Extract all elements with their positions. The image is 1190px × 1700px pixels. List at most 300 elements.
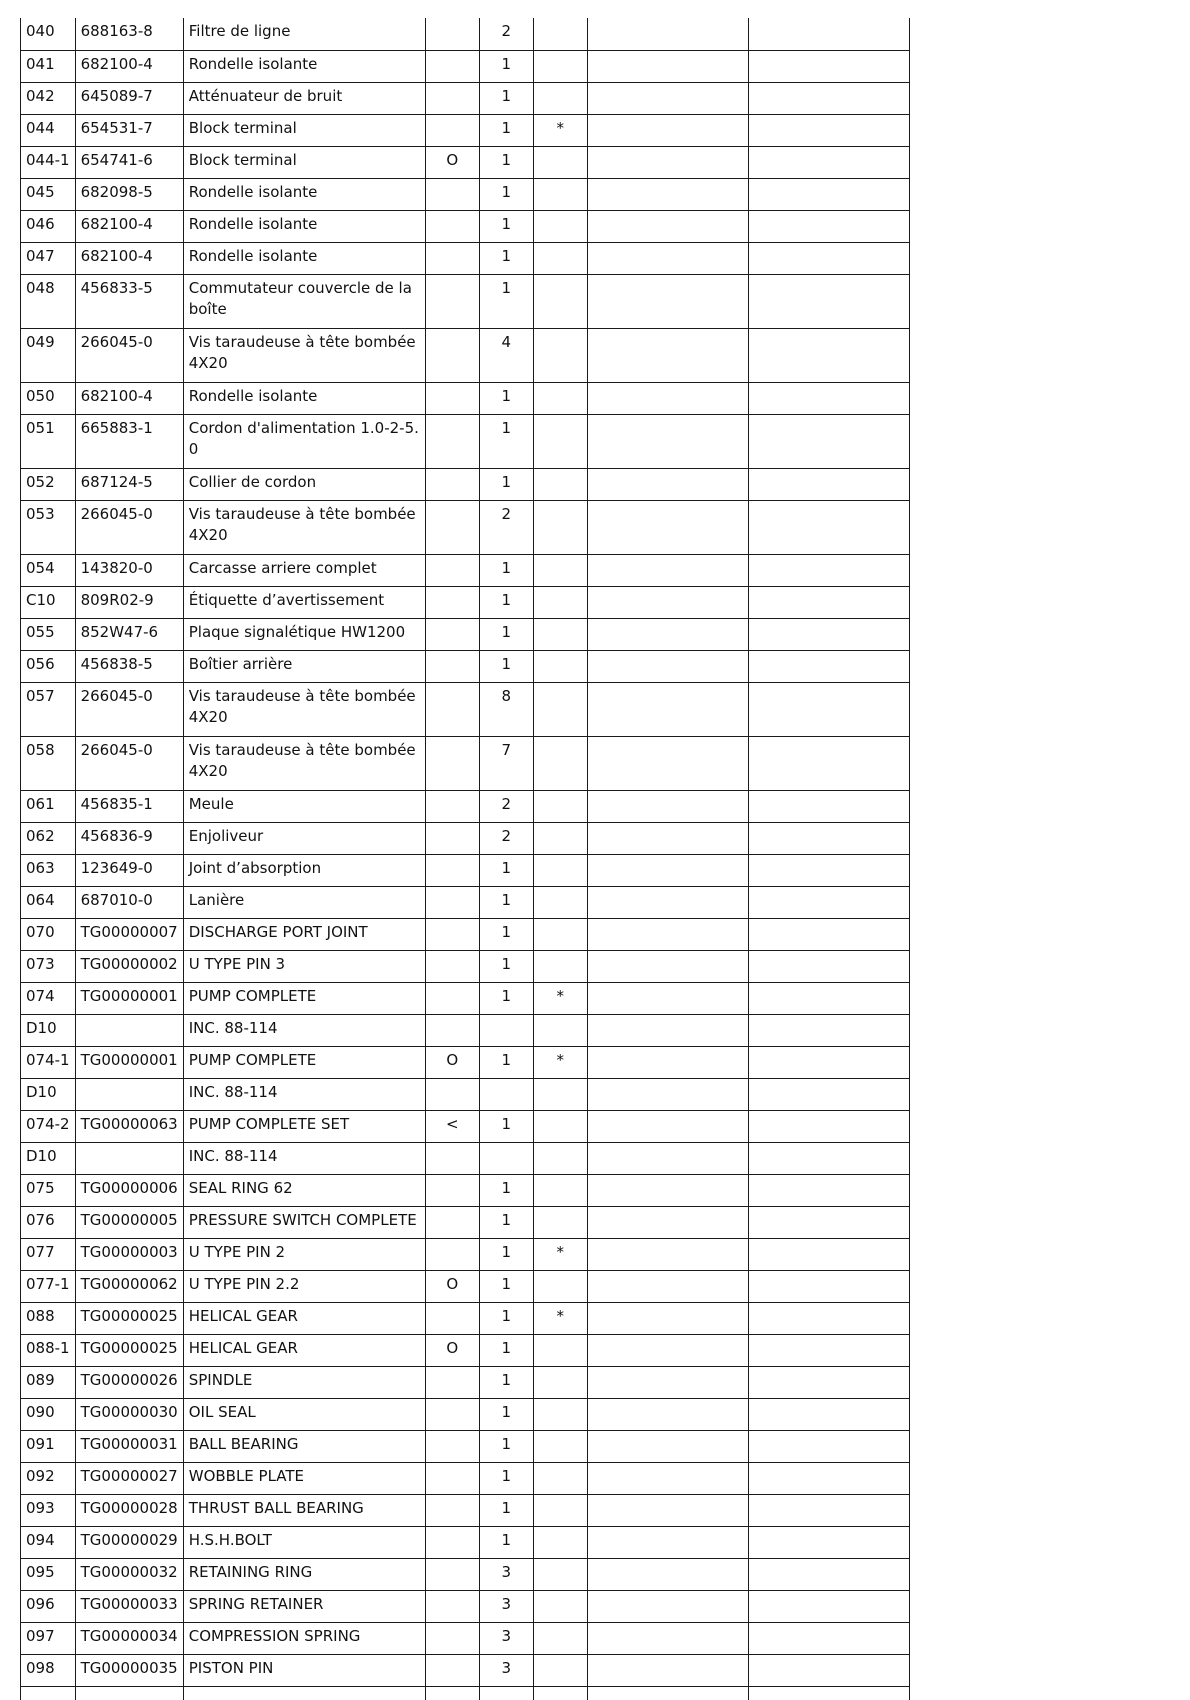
description-cell: Rondelle isolante — [183, 210, 425, 242]
item-number-cell: 074 — [21, 982, 76, 1014]
blank-cell — [587, 468, 748, 500]
quantity-cell: 1 — [479, 146, 533, 178]
blank-cell — [587, 178, 748, 210]
item-number-cell: C10 — [21, 586, 76, 618]
part-row — [21, 1110, 910, 1142]
part-number-cell: TG00000025 — [75, 1302, 183, 1334]
description-cell: Rondelle isolante — [183, 382, 425, 414]
part-number-cell: TG00000062 — [75, 1270, 183, 1302]
quantity-cell: 1 — [479, 1494, 533, 1526]
part-row — [21, 736, 910, 790]
blank-cell — [587, 1302, 748, 1334]
item-number-cell: 041 — [21, 50, 76, 82]
quantity-cell: 3 — [479, 1654, 533, 1686]
blank-cell — [748, 1174, 909, 1206]
option-mark-cell: O — [425, 1046, 479, 1078]
description-cell: Vis taraudeuse à tête bombée 4X20 — [183, 682, 425, 736]
item-number-cell: 075 — [21, 1174, 76, 1206]
quantity-cell: 1 — [479, 178, 533, 210]
item-number-cell: 074-1 — [21, 1046, 76, 1078]
note-mark-cell — [533, 736, 587, 790]
blank-cell — [587, 1654, 748, 1686]
part-row — [21, 178, 910, 210]
part-number-cell: 266045-0 — [75, 682, 183, 736]
option-mark-cell — [425, 1558, 479, 1590]
blank-cell — [587, 1686, 748, 1700]
note-mark-cell — [533, 586, 587, 618]
blank-cell — [587, 50, 748, 82]
blank-cell — [587, 18, 748, 50]
part-row — [21, 1270, 910, 1302]
note-mark-cell — [533, 1526, 587, 1558]
blank-cell — [748, 1238, 909, 1270]
blank-cell — [748, 1302, 909, 1334]
blank-cell — [748, 1398, 909, 1430]
option-mark-cell — [425, 1078, 479, 1110]
part-number-cell: TG00000028 — [75, 1494, 183, 1526]
quantity-cell: 3 — [479, 1622, 533, 1654]
blank-cell — [587, 822, 748, 854]
blank-cell — [587, 918, 748, 950]
note-mark-cell — [533, 1110, 587, 1142]
quantity-cell: 4 — [479, 328, 533, 382]
description-cell: Filtre de ligne — [183, 18, 425, 50]
blank-cell — [587, 950, 748, 982]
blank-cell — [748, 1654, 909, 1686]
blank-cell — [587, 500, 748, 554]
blank-cell — [587, 82, 748, 114]
part-row — [21, 1206, 910, 1238]
blank-cell — [748, 178, 909, 210]
note-mark-cell — [533, 1494, 587, 1526]
note-mark-cell — [533, 1430, 587, 1462]
option-mark-cell — [425, 554, 479, 586]
quantity-cell: 1 — [479, 1334, 533, 1366]
option-mark-cell — [425, 618, 479, 650]
option-mark-cell — [425, 82, 479, 114]
blank-cell — [748, 1078, 909, 1110]
blank-cell — [183, 1686, 425, 1700]
note-mark-cell — [533, 1014, 587, 1046]
blank-cell — [587, 1334, 748, 1366]
item-number-cell: 070 — [21, 918, 76, 950]
part-row — [21, 982, 910, 1014]
item-number-cell: 097 — [21, 1622, 76, 1654]
quantity-cell: 1 — [479, 1046, 533, 1078]
part-row — [21, 328, 910, 382]
quantity-cell: 1 — [479, 1526, 533, 1558]
quantity-cell: 7 — [479, 736, 533, 790]
quantity-cell: 1 — [479, 1366, 533, 1398]
item-number-cell: 051 — [21, 414, 76, 468]
part-row — [21, 382, 910, 414]
quantity-cell: 1 — [479, 82, 533, 114]
option-mark-cell — [425, 500, 479, 554]
part-number-cell: TG00000003 — [75, 1238, 183, 1270]
quantity-cell: 1 — [479, 1206, 533, 1238]
item-number-cell: 089 — [21, 1366, 76, 1398]
part-row — [21, 114, 910, 146]
blank-cell — [748, 950, 909, 982]
description-cell: H.S.H.BOLT — [183, 1526, 425, 1558]
note-mark-cell — [533, 950, 587, 982]
item-number-cell: 095 — [21, 1558, 76, 1590]
description-cell: RETAINING RING — [183, 1558, 425, 1590]
blank-cell — [587, 736, 748, 790]
option-mark-cell — [425, 736, 479, 790]
note-mark-cell — [533, 50, 587, 82]
blank-cell — [587, 1558, 748, 1590]
blank-cell — [479, 1686, 533, 1700]
option-mark-cell — [425, 1622, 479, 1654]
option-mark-cell — [425, 1174, 479, 1206]
continued-row — [21, 1686, 910, 1700]
part-row — [21, 1014, 910, 1046]
part-number-cell: TG00000029 — [75, 1526, 183, 1558]
part-row — [21, 1046, 910, 1078]
blank-cell — [587, 1398, 748, 1430]
blank-cell — [587, 1238, 748, 1270]
blank-cell — [748, 854, 909, 886]
blank-cell — [587, 682, 748, 736]
item-number-cell: 045 — [21, 178, 76, 210]
blank-cell — [748, 822, 909, 854]
blank-cell — [21, 1686, 76, 1700]
description-cell: U TYPE PIN 3 — [183, 950, 425, 982]
quantity-cell: 2 — [479, 790, 533, 822]
blank-cell — [587, 790, 748, 822]
option-mark-cell — [425, 650, 479, 682]
note-mark-cell: * — [533, 1046, 587, 1078]
description-cell: SEAL RING 62 — [183, 1174, 425, 1206]
part-row — [21, 790, 910, 822]
part-number-cell: 852W47-6 — [75, 618, 183, 650]
blank-cell — [587, 1366, 748, 1398]
option-mark-cell — [425, 1654, 479, 1686]
note-mark-cell — [533, 1334, 587, 1366]
blank-cell — [748, 50, 909, 82]
quantity-cell: 2 — [479, 18, 533, 50]
description-cell: PUMP COMPLETE — [183, 982, 425, 1014]
part-number-cell: 456838-5 — [75, 650, 183, 682]
blank-cell — [748, 1046, 909, 1078]
blank-cell — [587, 146, 748, 178]
blank-cell — [748, 586, 909, 618]
description-cell: THRUST BALL BEARING — [183, 1494, 425, 1526]
note-mark-cell — [533, 1174, 587, 1206]
item-number-cell: 044 — [21, 114, 76, 146]
blank-cell — [75, 1686, 183, 1700]
description-cell: INC. 88-114 — [183, 1014, 425, 1046]
part-row — [21, 1142, 910, 1174]
description-cell: HELICAL GEAR — [183, 1334, 425, 1366]
blank-cell — [748, 1494, 909, 1526]
blank-cell — [748, 1206, 909, 1238]
part-row — [21, 1526, 910, 1558]
blank-cell — [748, 242, 909, 274]
part-row — [21, 650, 910, 682]
option-mark-cell: O — [425, 146, 479, 178]
item-number-cell: 090 — [21, 1398, 76, 1430]
quantity-cell: 1 — [479, 382, 533, 414]
item-number-cell: 094 — [21, 1526, 76, 1558]
item-number-cell: 098 — [21, 1654, 76, 1686]
part-number-cell: 665883-1 — [75, 414, 183, 468]
description-cell: U TYPE PIN 2 — [183, 1238, 425, 1270]
blank-cell — [748, 82, 909, 114]
option-mark-cell — [425, 1206, 479, 1238]
blank-cell — [587, 618, 748, 650]
blank-cell — [587, 414, 748, 468]
option-mark-cell — [425, 1302, 479, 1334]
option-mark-cell — [425, 1430, 479, 1462]
item-number-cell: 047 — [21, 242, 76, 274]
note-mark-cell: * — [533, 114, 587, 146]
part-row — [21, 500, 910, 554]
note-mark-cell — [533, 790, 587, 822]
item-number-cell: 049 — [21, 328, 76, 382]
blank-cell — [587, 586, 748, 618]
item-number-cell: D10 — [21, 1014, 76, 1046]
blank-cell — [748, 1526, 909, 1558]
blank-cell — [587, 242, 748, 274]
blank-cell — [587, 1078, 748, 1110]
quantity-cell: 1 — [479, 586, 533, 618]
blank-cell — [748, 1270, 909, 1302]
description-cell: Meule — [183, 790, 425, 822]
item-number-cell: 093 — [21, 1494, 76, 1526]
item-number-cell: 088-1 — [21, 1334, 76, 1366]
blank-cell — [748, 1110, 909, 1142]
option-mark-cell — [425, 210, 479, 242]
description-cell: Rondelle isolante — [183, 242, 425, 274]
part-number-cell: TG00000027 — [75, 1462, 183, 1494]
part-number-cell: 809R02-9 — [75, 586, 183, 618]
note-mark-cell — [533, 382, 587, 414]
blank-cell — [587, 210, 748, 242]
part-row — [21, 1430, 910, 1462]
part-row — [21, 242, 910, 274]
part-row — [21, 1558, 910, 1590]
part-row — [21, 274, 910, 328]
quantity-cell: 1 — [479, 114, 533, 146]
item-number-cell: 063 — [21, 854, 76, 886]
blank-cell — [748, 1622, 909, 1654]
blank-cell — [587, 1622, 748, 1654]
note-mark-cell — [533, 1462, 587, 1494]
note-mark-cell — [533, 1142, 587, 1174]
quantity-cell: 1 — [479, 414, 533, 468]
description-cell: HELICAL GEAR — [183, 1302, 425, 1334]
item-number-cell: 046 — [21, 210, 76, 242]
blank-cell — [748, 468, 909, 500]
item-number-cell: 061 — [21, 790, 76, 822]
quantity-cell: 1 — [479, 1398, 533, 1430]
item-number-cell: 074-2 — [21, 1110, 76, 1142]
quantity-cell: 1 — [479, 554, 533, 586]
blank-cell — [748, 1334, 909, 1366]
blank-cell — [587, 1526, 748, 1558]
part-number-cell: TG00000033 — [75, 1590, 183, 1622]
option-mark-cell — [425, 50, 479, 82]
option-mark-cell — [425, 822, 479, 854]
item-number-cell: 077 — [21, 1238, 76, 1270]
blank-cell — [587, 274, 748, 328]
note-mark-cell: * — [533, 982, 587, 1014]
part-number-cell: 682100-4 — [75, 50, 183, 82]
blank-cell — [748, 500, 909, 554]
item-number-cell: 076 — [21, 1206, 76, 1238]
description-cell: Boîtier arrière — [183, 650, 425, 682]
description-cell: PISTON PIN — [183, 1654, 425, 1686]
note-mark-cell — [533, 618, 587, 650]
description-cell: Collier de cordon — [183, 468, 425, 500]
description-cell: Block terminal — [183, 114, 425, 146]
part-row — [21, 1494, 910, 1526]
quantity-cell: 1 — [479, 618, 533, 650]
part-number-cell: TG00000034 — [75, 1622, 183, 1654]
blank-cell — [748, 618, 909, 650]
note-mark-cell — [533, 1078, 587, 1110]
option-mark-cell — [425, 1526, 479, 1558]
quantity-cell — [479, 1142, 533, 1174]
part-number-cell: TG00000031 — [75, 1430, 183, 1462]
note-mark-cell — [533, 918, 587, 950]
item-number-cell: D10 — [21, 1078, 76, 1110]
description-cell: Commutateur couvercle de la boîte — [183, 274, 425, 328]
blank-cell — [748, 1366, 909, 1398]
note-mark-cell — [533, 274, 587, 328]
note-mark-cell — [533, 1558, 587, 1590]
note-mark-cell — [533, 82, 587, 114]
blank-cell — [587, 650, 748, 682]
blank-cell — [748, 790, 909, 822]
part-number-cell: TG00000063 — [75, 1110, 183, 1142]
part-row — [21, 1654, 910, 1686]
description-cell: WOBBLE PLATE — [183, 1462, 425, 1494]
quantity-cell: 1 — [479, 886, 533, 918]
description-cell: INC. 88-114 — [183, 1078, 425, 1110]
blank-cell — [587, 1430, 748, 1462]
part-number-cell: TG00000001 — [75, 982, 183, 1014]
blank-cell — [587, 554, 748, 586]
part-row — [21, 18, 910, 50]
item-number-cell: 088 — [21, 1302, 76, 1334]
part-number-cell: TG00000026 — [75, 1366, 183, 1398]
blank-cell — [748, 328, 909, 382]
part-row — [21, 1590, 910, 1622]
part-number-cell: TG00000005 — [75, 1206, 183, 1238]
option-mark-cell — [425, 1238, 479, 1270]
note-mark-cell — [533, 146, 587, 178]
option-mark-cell — [425, 854, 479, 886]
part-row — [21, 1398, 910, 1430]
note-mark-cell — [533, 554, 587, 586]
blank-cell — [587, 982, 748, 1014]
part-row — [21, 586, 910, 618]
blank-cell — [587, 1494, 748, 1526]
description-cell: DISCHARGE PORT JOINT — [183, 918, 425, 950]
option-mark-cell — [425, 18, 479, 50]
quantity-cell: 1 — [479, 1238, 533, 1270]
item-number-cell: 096 — [21, 1590, 76, 1622]
option-mark-cell — [425, 1142, 479, 1174]
item-number-cell: 077-1 — [21, 1270, 76, 1302]
item-number-cell: 053 — [21, 500, 76, 554]
quantity-cell: 1 — [479, 274, 533, 328]
parts-list-body — [21, 18, 910, 1700]
item-number-cell: 050 — [21, 382, 76, 414]
note-mark-cell — [533, 500, 587, 554]
blank-cell — [748, 1014, 909, 1046]
note-mark-cell — [533, 1366, 587, 1398]
quantity-cell: 3 — [479, 1558, 533, 1590]
item-number-cell: 064 — [21, 886, 76, 918]
part-number-cell: 688163-8 — [75, 18, 183, 50]
note-mark-cell — [533, 822, 587, 854]
description-cell: Vis taraudeuse à tête bombée 4X20 — [183, 328, 425, 382]
blank-cell — [587, 1110, 748, 1142]
blank-cell — [587, 328, 748, 382]
part-number-cell: TG00000002 — [75, 950, 183, 982]
description-cell: SPRING RETAINER — [183, 1590, 425, 1622]
part-row — [21, 918, 910, 950]
option-mark-cell — [425, 414, 479, 468]
part-number-cell — [75, 1078, 183, 1110]
part-row — [21, 1174, 910, 1206]
blank-cell — [748, 274, 909, 328]
quantity-cell: 1 — [479, 50, 533, 82]
description-cell: Joint d’absorption — [183, 854, 425, 886]
quantity-cell: 1 — [479, 468, 533, 500]
note-mark-cell — [533, 854, 587, 886]
part-row — [21, 1238, 910, 1270]
note-mark-cell — [533, 1622, 587, 1654]
blank-cell — [748, 114, 909, 146]
part-row — [21, 1334, 910, 1366]
quantity-cell: 1 — [479, 1110, 533, 1142]
blank-cell — [748, 682, 909, 736]
part-row — [21, 618, 910, 650]
blank-cell — [587, 1014, 748, 1046]
quantity-cell: 1 — [479, 1430, 533, 1462]
item-number-cell: 044-1 — [21, 146, 76, 178]
part-number-cell: 456836-9 — [75, 822, 183, 854]
quantity-cell: 3 — [479, 1590, 533, 1622]
note-mark-cell: * — [533, 1302, 587, 1334]
quantity-cell: 2 — [479, 500, 533, 554]
note-mark-cell: * — [533, 1238, 587, 1270]
blank-cell — [587, 854, 748, 886]
note-mark-cell — [533, 1270, 587, 1302]
blank-cell — [587, 1046, 748, 1078]
description-cell: Enjoliveur — [183, 822, 425, 854]
part-row — [21, 1622, 910, 1654]
option-mark-cell — [425, 328, 479, 382]
description-cell: U TYPE PIN 2.2 — [183, 1270, 425, 1302]
note-mark-cell — [533, 178, 587, 210]
part-number-cell: 682100-4 — [75, 210, 183, 242]
part-number-cell: 682098-5 — [75, 178, 183, 210]
note-mark-cell — [533, 650, 587, 682]
blank-cell — [748, 650, 909, 682]
description-cell: PUMP COMPLETE — [183, 1046, 425, 1078]
part-number-cell: TG00000001 — [75, 1046, 183, 1078]
part-number-cell: 645089-7 — [75, 82, 183, 114]
description-cell: Vis taraudeuse à tête bombée 4X20 — [183, 736, 425, 790]
item-number-cell: 057 — [21, 682, 76, 736]
note-mark-cell — [533, 210, 587, 242]
